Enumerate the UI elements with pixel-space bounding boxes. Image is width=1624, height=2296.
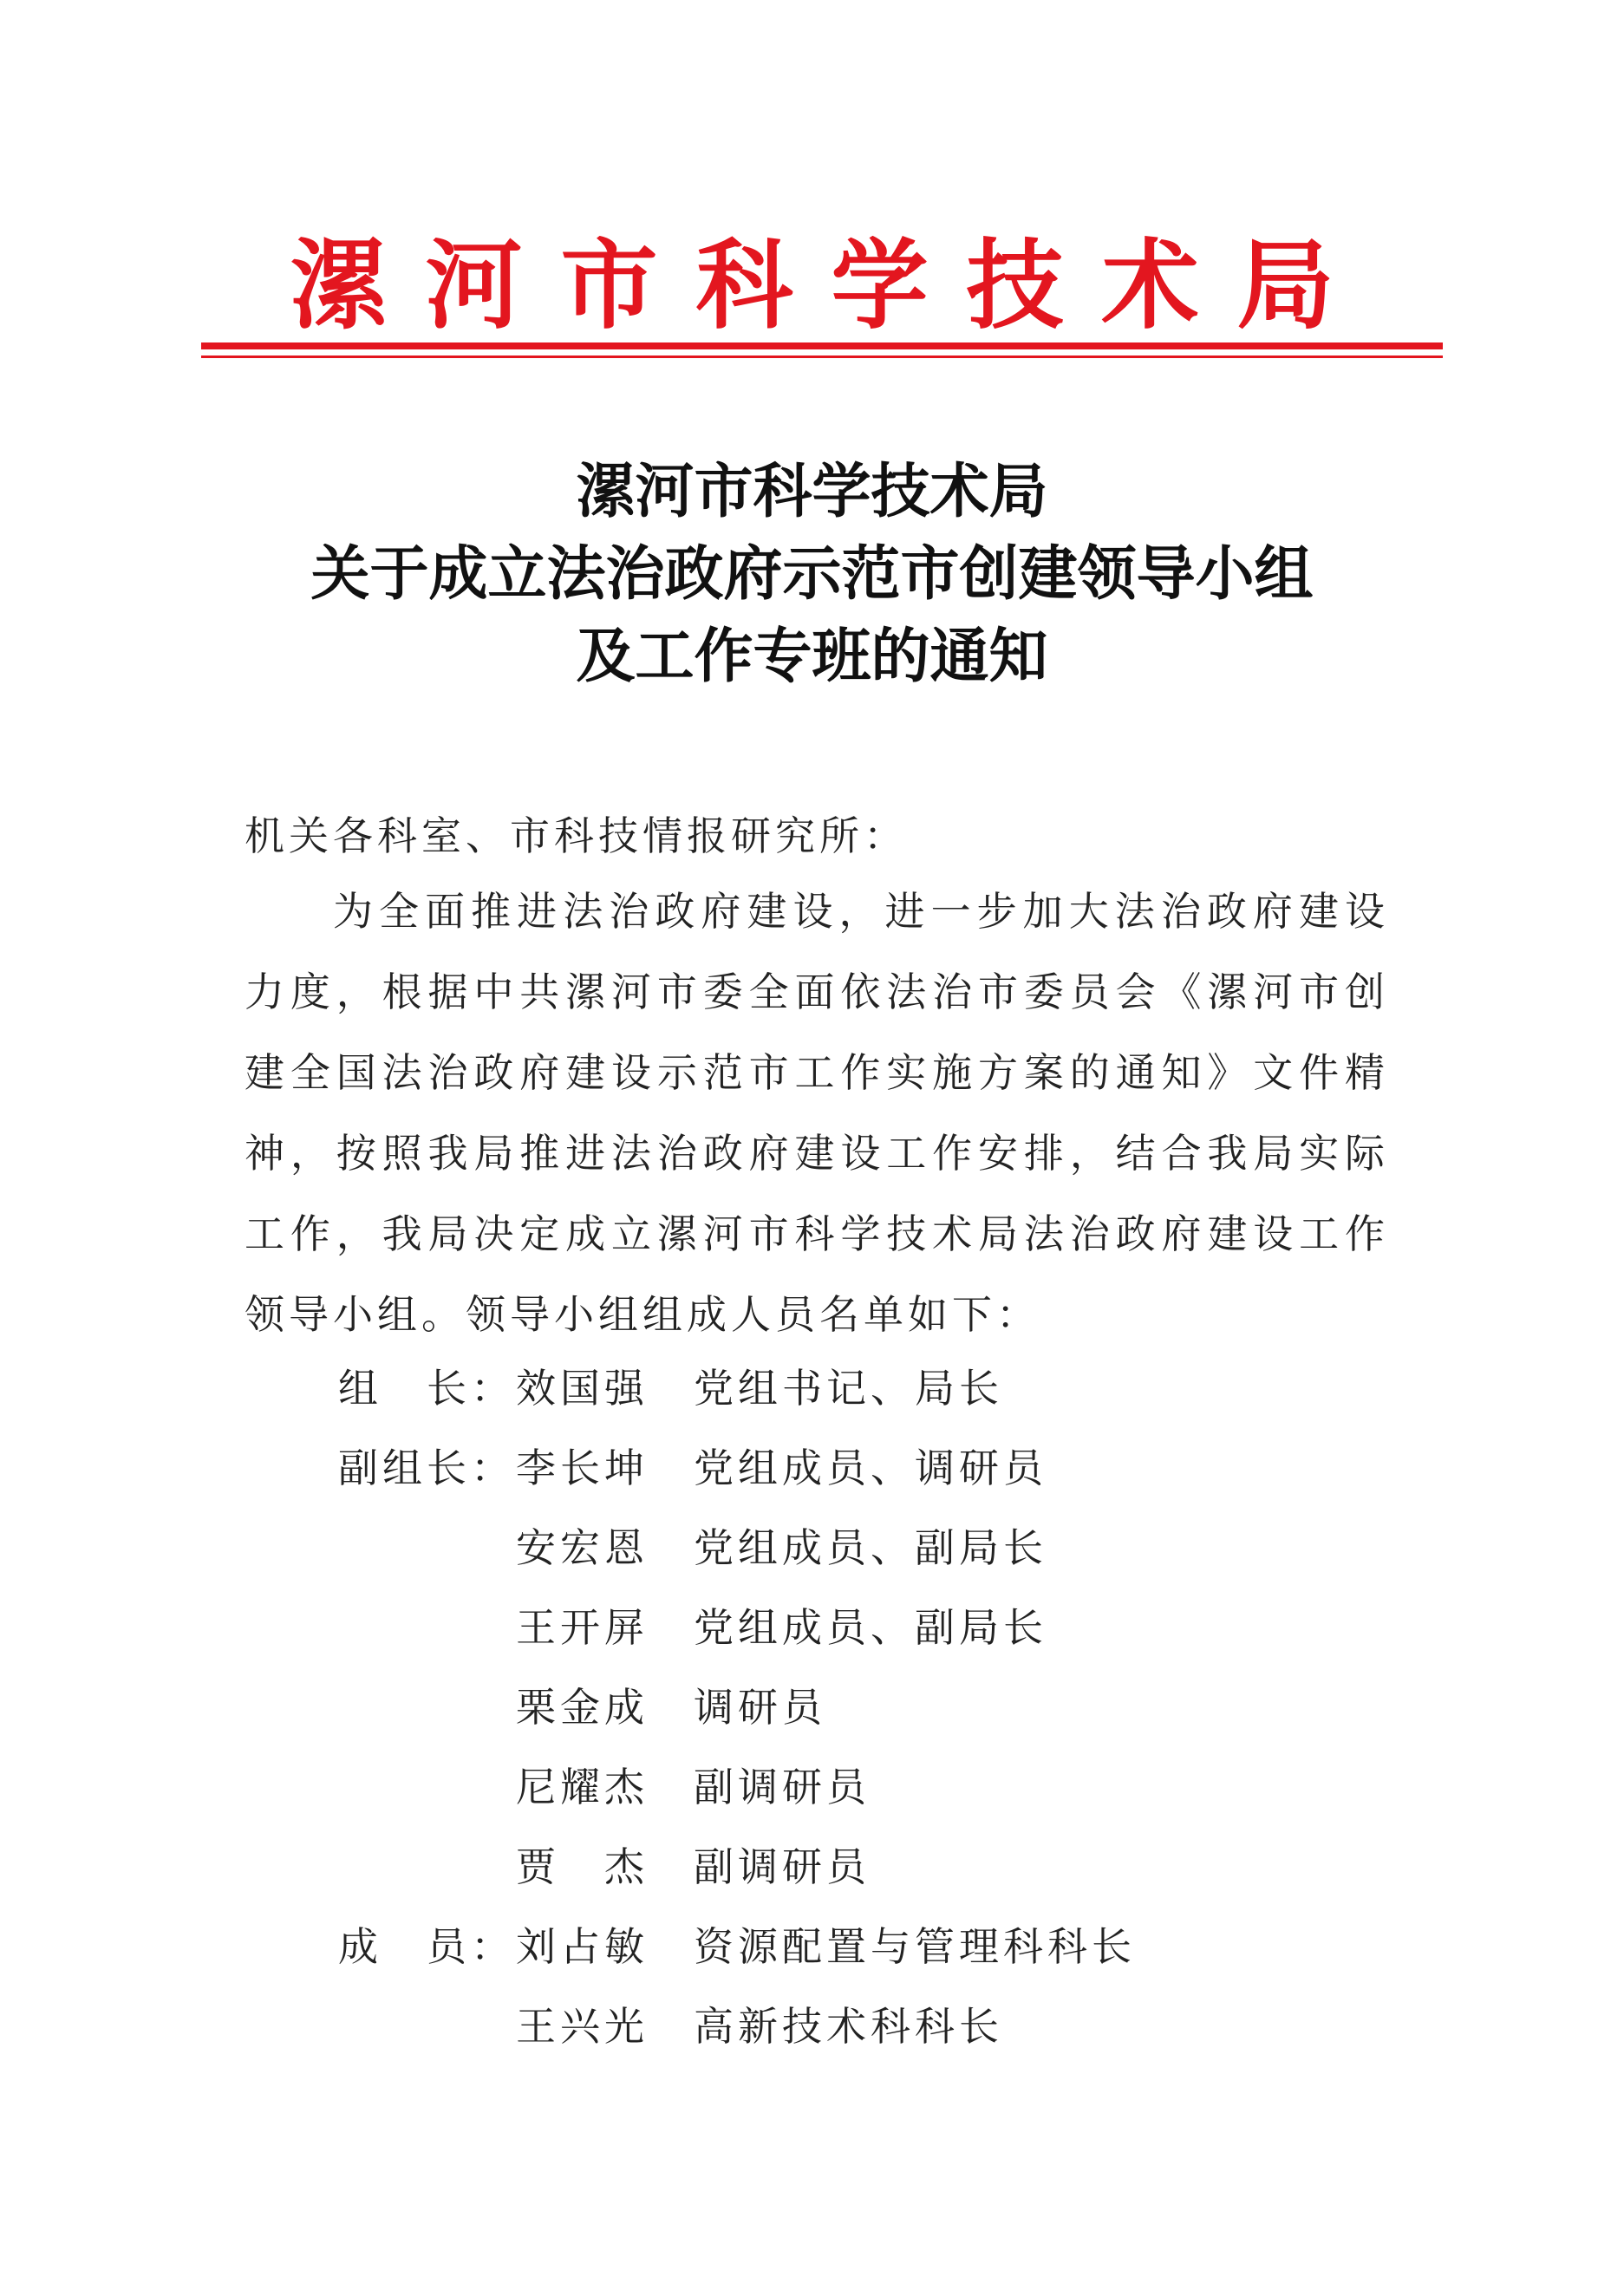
member-name: 贾 杰 bbox=[516, 1843, 649, 1890]
member-role: 副组长： bbox=[338, 1445, 515, 1491]
member-name: 王开屏 bbox=[516, 1604, 649, 1651]
member-name: 安宏恩 bbox=[516, 1524, 649, 1571]
member-position: 党组书记、局长 bbox=[694, 1365, 1003, 1412]
member-position: 党组成员、副局长 bbox=[694, 1524, 1047, 1571]
member-row bbox=[338, 1827, 1136, 1907]
letterhead-org-name: 漯河市科学技术局 bbox=[290, 229, 1373, 342]
member-position: 党组成员、调研员 bbox=[694, 1445, 1047, 1491]
member-row bbox=[338, 1428, 1136, 1508]
member-role: 组 长： bbox=[338, 1365, 515, 1412]
title-line-1: 漯河市科学技术局 bbox=[576, 457, 1048, 526]
member-position: 调研员 bbox=[694, 1684, 826, 1731]
member-name: 王兴光 bbox=[516, 2003, 649, 2050]
document-title bbox=[0, 451, 1624, 698]
member-name: 尼耀杰 bbox=[516, 1764, 649, 1810]
salutation: 机关各科室、市科技情报研究所： bbox=[245, 812, 908, 859]
body-paragraph: 为全面推进法治政府建设，进一步加大法治政府建设力度，根据中共漯河市委全面依法治市委员会《漯河市创建全国法治政府建设示范市工作实施方案的通知》文件精神，按照我局推进法治政府建设工作安排，结合我局实际工作，我局决定成立漯河市科学技术局法治政府建设工作领导小组。领导小组组成人员名单如下： bbox=[245, 888, 1389, 1338]
member-row bbox=[338, 1508, 1136, 1588]
member-position: 副调研员 bbox=[694, 1764, 871, 1810]
member-list bbox=[338, 1348, 1136, 2066]
member-position: 资源配置与管理科科长 bbox=[694, 1923, 1136, 1970]
title-line-2: 关于成立法治政府示范市创建领导小组 bbox=[310, 539, 1314, 609]
member-position: 高新技术科科长 bbox=[694, 2003, 1003, 2050]
member-name: 效国强 bbox=[516, 1365, 649, 1412]
member-row bbox=[338, 1986, 1136, 2066]
member-position: 副调研员 bbox=[694, 1843, 871, 1890]
member-name: 刘占敏 bbox=[516, 1923, 649, 1970]
title-line-3: 及工作专班的通知 bbox=[576, 622, 1048, 691]
member-row bbox=[338, 1907, 1136, 1986]
member-name: 李长坤 bbox=[516, 1445, 649, 1491]
member-row bbox=[338, 1588, 1136, 1667]
member-position: 党组成员、副局长 bbox=[694, 1604, 1047, 1651]
member-row bbox=[338, 1747, 1136, 1827]
member-row bbox=[338, 1348, 1136, 1428]
letterhead-red-rule-thick bbox=[201, 342, 1443, 349]
member-row bbox=[338, 1667, 1136, 1747]
member-name: 栗金成 bbox=[516, 1684, 649, 1731]
letterhead-red-rule-thin bbox=[201, 355, 1443, 358]
member-role: 成 员： bbox=[338, 1923, 515, 1970]
